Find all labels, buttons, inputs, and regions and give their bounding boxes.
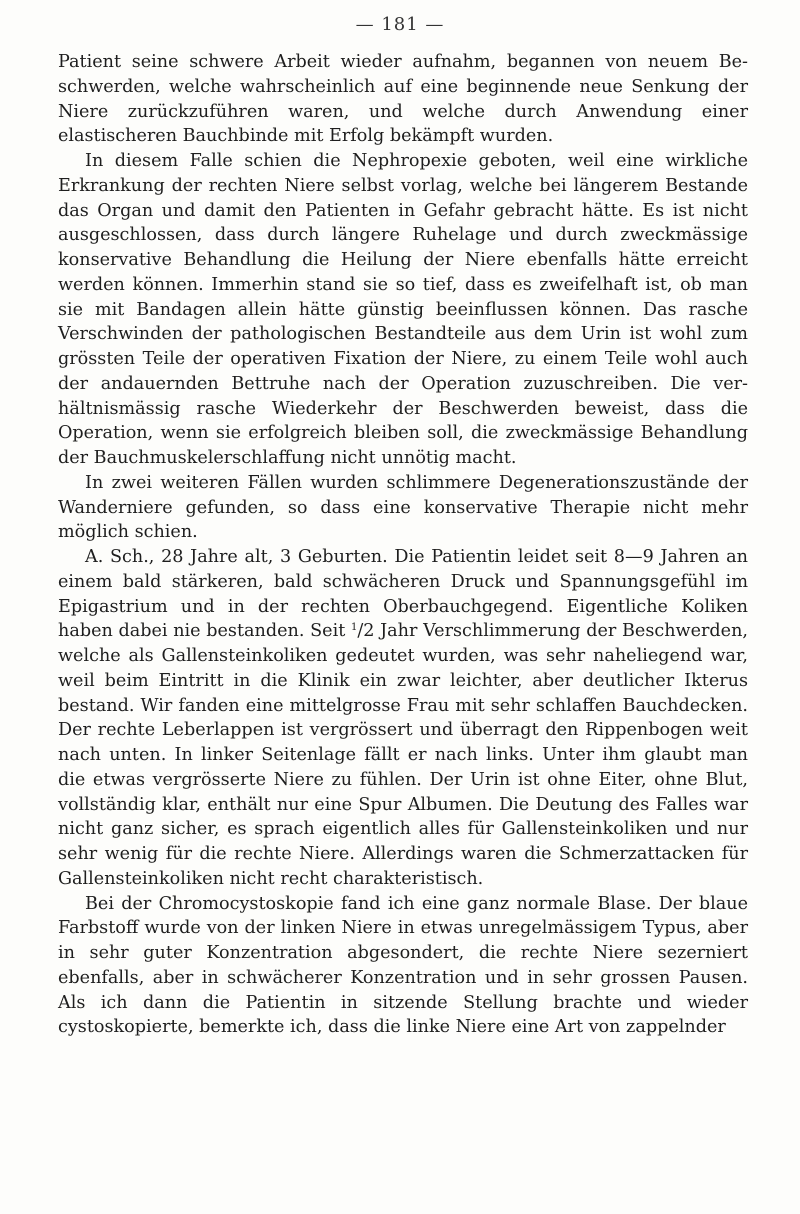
page-number: — 181 —	[355, 14, 445, 35]
paragraph-nephropexie: In diesem Falle schien die Nephropexie geboten, weil eine wirkliche Erkrankung der rechten Niere selbst vorlag, welche bei längerem Bestande das Organ und damit den Patienten in Gefahr gebracht hätte. Es ist nicht ausgeschlossen, dass durch längere Ruhelage und durch zweckmässige konservative Behandlung die Heilung der Niere ebenfalls hätte erreicht werden können. Immerhin stand sie so tief, dass es zweifelhaft ist, ob man sie mit Bandagen allein hätte günstig beeinflussen können. Das rasche Verschwinden der pathologischen Bestandteile aus dem Urin ist wohl zum grössten Teile der operativen Fixation der Niere, zu einem Teile wohl auch der andauernden Bettruhe nach der Operation zuzuschreiben. Die verhältnismässig rasche Wiederkehr der Beschwerden beweist, dass die Operation, wenn sie erfolgreich bleiben soll, die zweckmässige Behandlung der Bauchmuskelerschlaffung nicht unnötig macht.	[58, 151, 748, 468]
paragraph-degeneration: In zwei weiteren Fällen wurden schlimmere Degenerationszustände der Wanderniere gefunden, so dass eine konservative Therapie nicht mehr möglich schien.	[58, 472, 748, 543]
paragraph-continuation: Patient seine schwere Arbeit wieder aufnahm, begannen von neuem Beschwerden, welche wahrscheinlich auf eine beginnende neue Senkung der Niere zurückzuführen waren, und welche durch Anwendung einer elastischeren Bauchbinde mit Erfolg bekämpft wurden.	[58, 52, 748, 147]
paragraph-case-sch	[58, 545, 748, 892]
fraction-numerator: 1	[350, 622, 358, 634]
inline-seit: Seit	[310, 621, 346, 642]
fraction-denominator: /2	[357, 621, 375, 642]
case-sch-continued: Jahr Verschlimmerung der Beschwerden, welche als Gallensteinkoliken gedeutet wurden, was sehr naheliegend war, weil beim Eintritt in die Klinik ein zwar leichter, aber deutlicher Ikterus bestand. Wir fanden eine mittelgrosse Frau mit sehr schlaffen Bauchdecken. Der rechte Leberlappen ist vergrössert und überragt den Rippenbogen weit nach unten. In linker Seitenlage fällt er nach links. Unter ihm glaubt man die etwas vergrösserte Niere zu fühlen. Der Urin ist ohne Eiter, ohne Blut, vollständig klar, enthält nur eine Spur Albumen. Die Deutung des Falles war nicht ganz sicher, es sprach eigentlich alles für Gallensteinkoliken und nur sehr wenig für die rechte Niere. Allerdings waren die Schmerzattacken für Gallensteinkoliken nicht recht charakteristisch.	[58, 621, 749, 889]
body-text	[58, 50, 748, 1040]
paragraph-chromocystoskopie: Bei der Chromocystoskopie fand ich eine ganz normale Blase. Der blaue Farbstoff wurde von der linken Niere in etwas unregelmässigem Typus, aber in sehr guter Konzentration abgesondert, die rechte Niere sezerniert ebenfalls, aber in schwächerer Konzentration und in sehr grossen Pausen. Als ich dann die Patientin in sitzende Stellung brachte und wieder cystoskopierte, bemerkte ich, dass die linke Niere eine Art von zappelnder	[58, 893, 748, 1038]
case-sch-text: A. Sch., 28 Jahre alt, 3 Geburten. Die Patientin leidet seit 8—9 Jahren an einem bald stärkeren, bald schwächeren Druck und Spannungsgefühl im Epigastrium und in der rechten Oberbauchgegend. Eigentliche Koliken haben dabei nie bestanden.	[58, 547, 748, 642]
